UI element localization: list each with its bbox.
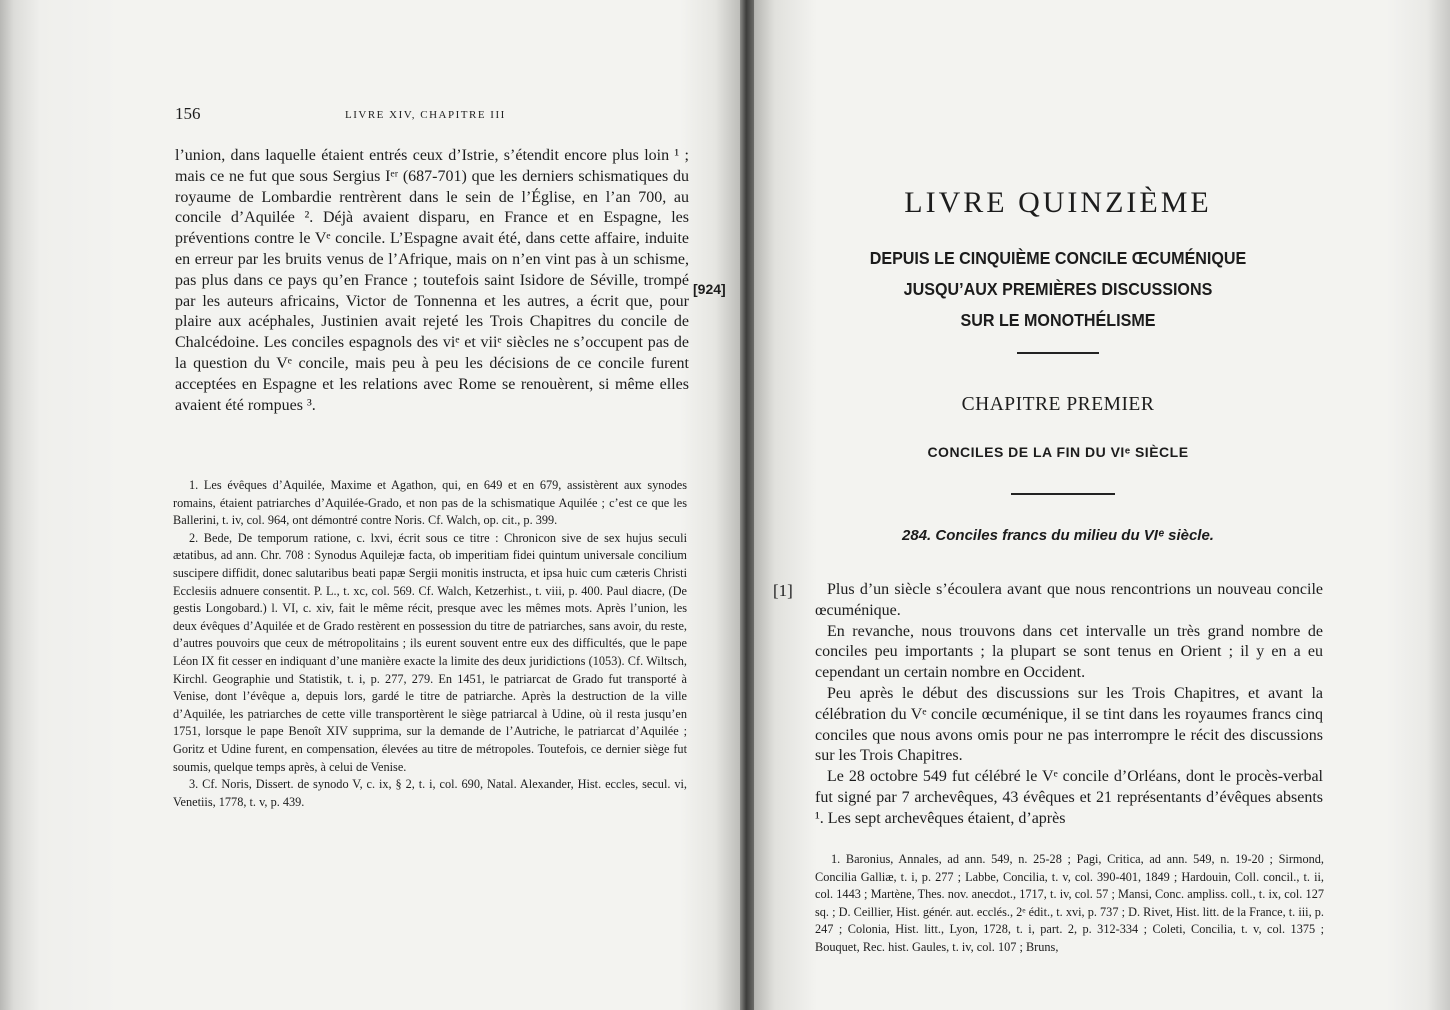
section-heading bbox=[818, 527, 1298, 544]
page-number: 156 bbox=[175, 104, 201, 123]
chapter-subheading: CONCILES DE LA FIN DU VIᵉ SIÈCLE bbox=[927, 444, 1189, 460]
running-head bbox=[175, 104, 695, 126]
margin-page-reference: [924] bbox=[693, 281, 726, 297]
section-title: Conciles francs du milieu du VIᵉ siècle. bbox=[935, 527, 1214, 544]
book-gutter bbox=[740, 0, 754, 1010]
body-paragraph: En revanche, nous trouvons dans cet intervalle un très grand nombre de conciles peu importants ; la plupart se sont tenus en Orient ; il y en a eu cependant un certain nombre en Occident. bbox=[815, 622, 1323, 682]
footnote-1: 1. Baronius, Annales, ad ann. 549, n. 25-28 ; Pagi, Critica, ad ann. 549, n. 19-20 ; Sirmond, Concilia Galliæ, t. i, p. 277 ; Labbe, Concilia, t. v, col. 390-401, 1849 ; Hardouin, Coll. concil., t. ii, col. 1443 ; Martène, Thes. nov. anecdot., 1717, t. iv, col. 57 ; Mansi, Conc. ampliss. coll., t. ix, col. 127 sq. ; D. Ceillier, Hist. génér. aut. ecclés., 2ᵉ édit., t. xvi, p. 737 ; D. Rivet, Hist. litt. de la France, t. iii, p. 247 ; Colonia, Hist. litt., Lyon, 1728, t. i, part. 2, p. 312-334 ; Coleti, Concilia, t. v, col. 1375 ; Bouquet, Rec. hist. Gaules, t. iv, col. 107 ; Bruns, bbox=[815, 852, 1324, 954]
section-number: 284. bbox=[902, 527, 932, 544]
body-paragraph: Le 28 octobre 549 fut célébré le Vᵉ concile d’Orléans, dont le procès-verbal fut signé par 7 archevêques, 43 évêques et 21 représentants d’évêques absents ¹. Les sept archevêques étaient, d’après bbox=[815, 768, 1323, 827]
margin-page-reference: [1] bbox=[773, 581, 793, 600]
body-paragraph: Plus d’un siècle s’écoulera avant que nous rencontrions un nouveau concile œcuménique. bbox=[815, 581, 1323, 619]
subtitle-line: JUSQU’AUX PREMIÈRES DISCUSSIONS bbox=[903, 279, 1213, 299]
subtitle-line: DEPUIS LE CINQUIÈME CONCILE ŒCUMÉNIQUE bbox=[869, 248, 1247, 268]
footnote-1: 1. Les évêques d’Aquilée, Maxime et Agathon, qui, en 649 et en 679, assistèrent aux synodes romains, étaient patriarches d’Aquilée-Grado, et non pas de la schismatique Aquilée ; c’est ce que les Ballerini, t. iv, col. 964, ont démontré contre Noris. Cf. Walch, op. cit., p. 399. bbox=[173, 478, 687, 528]
footnote-3: 3. Cf. Noris, Dissert. de synodo V, c. ix, § 2, t. i, col. 690, Natal. Alexander, Hist. eccles, secul. vi, Venetiis, 1778, t. v, p. 439. bbox=[173, 777, 687, 809]
right-footnotes bbox=[815, 851, 1324, 957]
chapter-heading: CHAPITRE PREMIER bbox=[961, 394, 1155, 415]
divider-rule bbox=[1017, 352, 1099, 354]
book-title: LIVRE QUINZIÈME bbox=[904, 186, 1212, 219]
subtitle-line: SUR LE MONOTHÉLISME bbox=[960, 310, 1156, 330]
body-paragraph: Peu après le début des discussions sur les Trois Chapitres, et avant la célébration du Vᵉ concile œcuménique, il se tint dans les royaumes francs cinq conciles que nous avons omis pour ne pas interrompre le récit des discussions sur les Trois Chapitres. bbox=[815, 684, 1323, 765]
running-header-title: LIVRE XIV, CHAPITRE III bbox=[345, 109, 506, 121]
left-body-text bbox=[175, 146, 689, 416]
left-footnotes bbox=[173, 477, 687, 811]
right-body-text bbox=[815, 580, 1323, 830]
footnote-2: 2. Bede, De temporum ratione, c. lxvi, écrit sous ce titre : Chronicon sive de sex hujus seculi ætatibus, ad ann. Chr. 708 : Synodus Aquilejæ facta, ob imperitiam fidei quintum universale concilium suscipere diffidit, donec salutaribus beati papæ Sergii monitis instructa, et ipsa huic cum cæteris Christi Ecclesiis adnuere consentit. P. L., t. xc, col. 569. Cf. Walch, Ketzerhist., t. viii, p. 400. Paul diacre, (De gestis Longobard.) l. VI, c. xiv, fait le même récit, presque avec les mêmes mots. Après l’union, les deux évêques d’Aquilée et de Grado restèrent en possession du titre de patriarches, sans avoir, du reste, d’autres pouvoirs que ceux de métropolitains ; ils eurent souvent entre eux des difficultés, que le pape Léon IX fit cesser en indiquant d’une manière exacte la limite des deux juridictions (1053). Cf. Wiltsch, Kirchl. Geographie und Statistik, t. i, p. 277, 279. En 1451, le patriarcat de Grado fut transporté à Venise, dont l’évêque a, depuis lors, gardé le titre de patriarche. Après la destruction de la ville d’Aquilée, les patriarches de cette ville transportèrent le siège patriarcal à Udine, où il resta jusqu’en 1751, lorsque le pape Benoît XIV supprima, sur la demande de l’Autriche, le patriarcat d’Aquilée ; Goritz et Udine furent, en compensation, élevées au titre de métropoles. Toutefois, ce dernier siège fut soumis, quelque temps après, à celui de Venise. bbox=[173, 530, 687, 774]
book-subtitle bbox=[837, 243, 1279, 336]
body-paragraph: l’union, dans laquelle étaient entrés ceux d’Istrie, s’étendit encore plus loin ¹ ; mais ce ne fut que sous Sergius Iᵉʳ (687-701) que les derniers schismatiques du royaume de Lombardie rentrèrent dans le sein de l’Église, en l’an 700, au concile d’Aquilée ². Déjà avaient disparu, en France et en Espagne, les préventions contre le Vᵉ concile. L’Espagne avait été, dans cette affaire, induite en erreur par les bruits venus de l’Afrique, mais on n’en vint pas à un schisme, pas plus dans ce pays qu’en France ; toutefois saint Isidore de Séville, trompé par les auteurs africains, Victor de Tonnenna et les autres, a écrit que, pour plaire aux acéphales, Justinien avait rejeté les Trois Chapitres du concile de Chalcédoine. Les conciles espagnols des viᵉ et viiᵉ siècles ne s’occupent pas de la question du Vᵉ concile, mais peu à peu les décisions de ce concile furent acceptées en Espagne et les relations avec Rome se renouèrent, si même elles avaient été rompues ³. bbox=[175, 147, 689, 414]
divider-rule bbox=[1011, 493, 1115, 495]
